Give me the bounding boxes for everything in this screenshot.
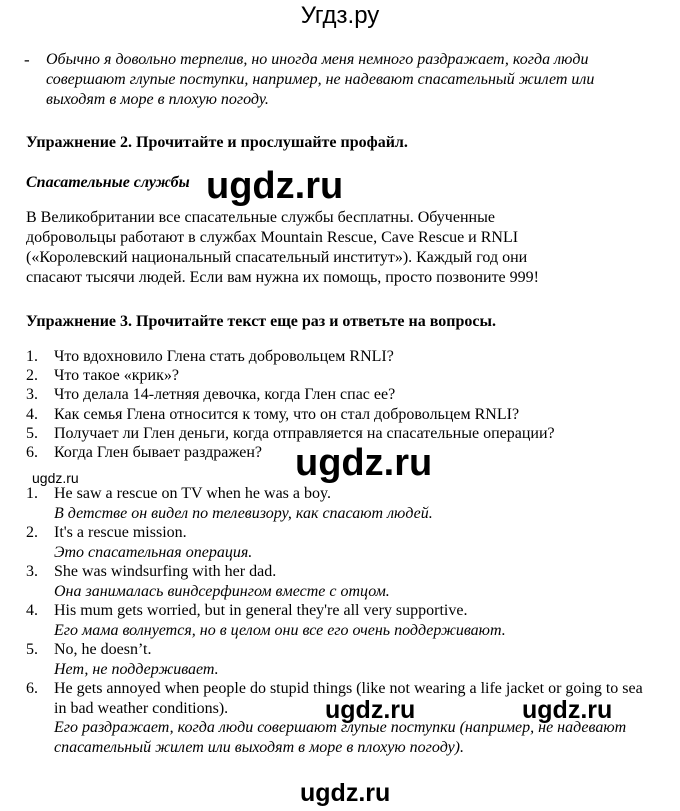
question-item — [26, 347, 555, 366]
answer-item — [26, 562, 646, 601]
exercise-3-title: Упражнение 3. Прочитайте текст еще раз и ответьте на вопросы. — [26, 313, 496, 330]
answer-number: 1. — [26, 485, 38, 502]
question-text: Что такое «крик»? — [54, 367, 179, 385]
intro-paragraph: Обычно я довольно терпелив, но иногда меня немного раздражает, когда люди совершают глупые поступки, например, не надевают спасательный жилет или выходят в море в плохую погоду. — [46, 51, 595, 108]
footer-watermark: ugdz.ru — [300, 779, 391, 807]
answer-russian: В детстве он видел по телевизору, как спасают людей. — [54, 504, 433, 522]
intro-dash: - — [24, 50, 30, 69]
answer-number: 6. — [26, 680, 38, 697]
answer-number: 5. — [26, 641, 38, 658]
question-item — [26, 443, 555, 462]
question-text: Получает ли Глен деньги, когда отправляется на спасательные операции? — [54, 424, 555, 442]
question-number: 4. — [26, 405, 38, 423]
answer-number: 3. — [26, 563, 38, 580]
question-item — [26, 366, 555, 385]
exercise-2-title: Упражнение 2. Прочитайте и прослушайте профайл. — [26, 134, 408, 151]
exercise-2-text: В Великобритании все спасательные службы бесплатны. Обученные добровольцы работают в службах Mountain Rescue, Cave Rescue и RNLI («Королевский национальный спасательный институт»). Каждый год они спасают тысячи людей. Если вам нужна их помощь, просто позвоните 999! — [26, 209, 539, 286]
page-header-title: Угдз.ру — [300, 2, 380, 29]
answer-english: He saw a rescue on TV when he was a boy. — [54, 485, 331, 502]
question-text: Когда Глен бывает раздражен? — [54, 444, 262, 462]
answer-item — [26, 601, 646, 640]
answer-number: 4. — [26, 602, 38, 619]
question-text: Что делала 14-летняя девочка, когда Глен спас ее? — [54, 386, 396, 404]
answer-item — [26, 523, 646, 562]
question-number: 2. — [26, 367, 38, 385]
watermark: ugdz.ru — [206, 165, 344, 207]
answer-item — [26, 640, 646, 679]
watermark: ugdz.ru — [295, 442, 433, 484]
watermark: ugdz.ru — [522, 696, 613, 724]
watermark: ugdz.ru — [325, 696, 416, 724]
question-number: 6. — [26, 444, 38, 462]
question-item — [26, 405, 555, 424]
question-item — [26, 385, 555, 404]
exercise-2-subtitle: Спасательные службы — [26, 174, 190, 191]
answer-number: 2. — [26, 524, 38, 541]
answer-english: He gets annoyed when people do stupid things (like not wearing a life jacket or going to sea in bad weather conditions). — [54, 680, 643, 717]
answer-russian: Его раздражает, когда люди совершают глупые поступки (например, не надевают спасательный жилет или выходят в море в плохую погоду). — [54, 719, 627, 756]
answer-russian: Это спасательная операция. — [54, 543, 253, 561]
answer-english: She was windsurfing with her dad. — [54, 563, 277, 580]
watermark: ugdz.ru — [32, 470, 79, 486]
question-number: 3. — [26, 386, 38, 404]
answer-russian: Его мама волнуется, но в целом они все его очень поддерживают. — [54, 621, 506, 639]
question-list — [26, 347, 555, 462]
answer-english: No, he doesn’t. — [54, 641, 152, 658]
question-item — [26, 424, 555, 443]
answer-english: His mum gets worried, but in general they're all very supportive. — [54, 602, 468, 619]
question-number: 1. — [26, 348, 38, 365]
answer-english: It's a rescue mission. — [54, 524, 187, 541]
answer-item — [26, 484, 646, 523]
question-number: 5. — [26, 424, 38, 442]
answer-russian: Она занималась виндсерфингом вместе с отцом. — [54, 582, 390, 600]
question-text: Как семья Глена относится к тому, что он стал добровольцем RNLI? — [54, 405, 520, 423]
question-text: Что вдохновило Глена стать добровольцем RNLI? — [54, 348, 394, 365]
answer-russian: Нет, не поддерживает. — [54, 660, 219, 678]
